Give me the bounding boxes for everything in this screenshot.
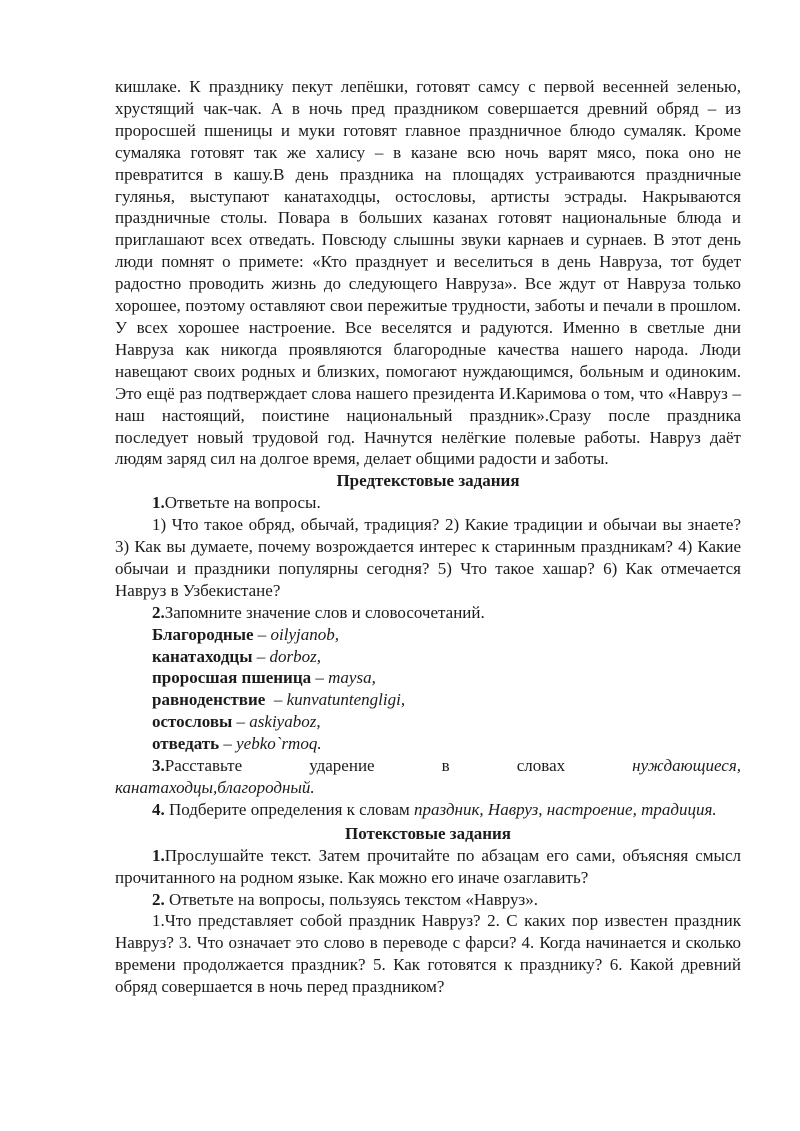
vocab-dash: – — [265, 690, 287, 710]
task-3-word: нуждающиеся, — [632, 756, 741, 776]
vocab-translation: askiyaboz, — [249, 712, 321, 732]
vocab-term: равноденствие — [152, 690, 266, 710]
task-text: Подберите определения к словам — [164, 799, 415, 819]
pretext-task-3-line — [115, 755, 741, 777]
intro-paragraph: кишлаке. К празднику пекут лепёшки, готовят самсу с первой весенней зеленью, хрустящий чак-чак. А в ночь пред праздником совершается древний обряд – из проросшей пшеницы и муки готовят главное праздничное блюдо сумаляк. Кроме сумаляка готовят так же халису – в казане всю ночь варят мясо, пока оно не превратится в кашу.В день праздника на площадях устраиваются праздничные гулянья, выступают канатаходцы, остословы, артисты эстрады. Накрываются праздничные столы. Повара в больших казанах готовят национальные блюда и приглашают всех отведать. Повсюду слышны звуки карнаев и сурнаев. В этот день люди помнят о примете: «Кто празднует и веселиться в день Навруза, тот будет радостно проводить жизнь до следующего Навруза». Все ждут от Навруза только хорошее, поэтому оставляют свои пережитые трудности, заботы и печали в прошлом. У всех хорошее настроение. Все веселятся и радуются. Именно в светлые дни Навруза как никогда проявляются благородные качества нашего народа. Люди навещают своих родных и близких, помогают нуждающимся, больным и одиноким. Это ещё раз подтверждает слова нашего президента И.Каримова о том, что «Навруз – наш настоящий, поистине национальный праздник».Сразу после праздника последует новый трудовой год. Начнутся нелёгкие полевые работы. Навруз даёт людям заряд сил на долгое время, делает общими радости и заботы. — [115, 77, 741, 469]
task-number: 2. — [152, 889, 165, 909]
task-3-word: в — [441, 756, 450, 776]
task-number: 4. — [152, 799, 165, 819]
task-text: Ответьте на вопросы, пользуясь текстом «Навруз». — [164, 889, 538, 909]
task-3-word — [152, 755, 242, 777]
vocab-item — [152, 689, 741, 711]
pretext-task-1-questions: 1) Что такое обряд, обычай, традиция? 2) Какие традиции и обычаи вы знаете? 3) Как вы думаете, почему возрождается интерес к старинным праздникам? 4) Какие обычаи и праздники популярны сегодня? 5) Что такое хашар? 6) Как отмечается Навруз в Узбекистане? — [115, 515, 741, 600]
task-3-word: словах — [516, 756, 566, 776]
posttext-task-2 — [115, 889, 741, 911]
vocab-translation: yebko`rmoq. — [236, 734, 322, 754]
task-number: 1. — [152, 845, 165, 865]
vocab-translation: kunvatuntengligi, — [286, 690, 406, 710]
vocab-item — [152, 624, 741, 646]
task-number: 1. — [152, 493, 165, 513]
task-title: Запомните значение слов и словосочетаний. — [164, 602, 485, 622]
vocab-item — [152, 733, 741, 755]
vocab-translation: maysa, — [328, 668, 376, 688]
vocab-dash: – — [253, 624, 271, 644]
vocab-dash: – — [311, 668, 329, 688]
pretext-task-2-title — [115, 602, 741, 624]
task-text: Расставьте — [164, 756, 243, 776]
task-text: Прослушайте текст. Затем прочитайте по абзацам его сами, объясняя смысл прочитанного на родном языке. Как можно его иначе озаглавить? — [115, 845, 741, 887]
task-number: 2. — [152, 602, 165, 622]
vocab-item — [152, 646, 741, 668]
pretext-task-1-title — [115, 492, 741, 514]
vocab-term: остословы — [152, 712, 233, 732]
pretext-task-4 — [115, 799, 741, 821]
vocab-term: проросшая пшеница — [152, 668, 312, 688]
posttext-heading: Потекстовые задания — [345, 823, 511, 843]
task-3-word: ударение — [309, 756, 375, 776]
vocab-dash: – — [232, 712, 250, 732]
pretext-task-3-line-2: канатаходцы,благородный. — [115, 778, 315, 797]
vocab-item — [152, 711, 741, 733]
posttext-task-1 — [115, 845, 741, 889]
vocab-translation: oilyjanob, — [270, 624, 339, 644]
task-number: 3. — [152, 756, 165, 776]
vocab-term: Благородные — [152, 624, 254, 644]
vocab-term: отведать — [152, 734, 220, 754]
vocab-dash: – — [252, 646, 270, 666]
task-title: Ответьте на вопросы. — [164, 493, 321, 513]
vocabulary-list — [115, 624, 741, 755]
task-text-italic: праздник, Навруз, настроение, традиция. — [414, 799, 717, 819]
vocab-term: канатаходцы — [152, 646, 253, 666]
vocab-dash: – — [219, 734, 237, 754]
vocab-item — [152, 667, 741, 689]
pretext-heading: Предтекстовые задания — [336, 471, 520, 491]
posttext-questions: 1.Что представляет собой праздник Навруз? 2. С каких пор известен праздник Навруз? 3. Что означает это слово в переводе с фарси? 4. Когда начинается и сколько времени продолжается праздник? 5. Как готовятся к празднику? 6. Какой древний обряд совершается в ночь перед праздником? — [115, 911, 741, 997]
document-page — [115, 76, 741, 998]
vocab-translation: dorboz, — [269, 646, 321, 666]
